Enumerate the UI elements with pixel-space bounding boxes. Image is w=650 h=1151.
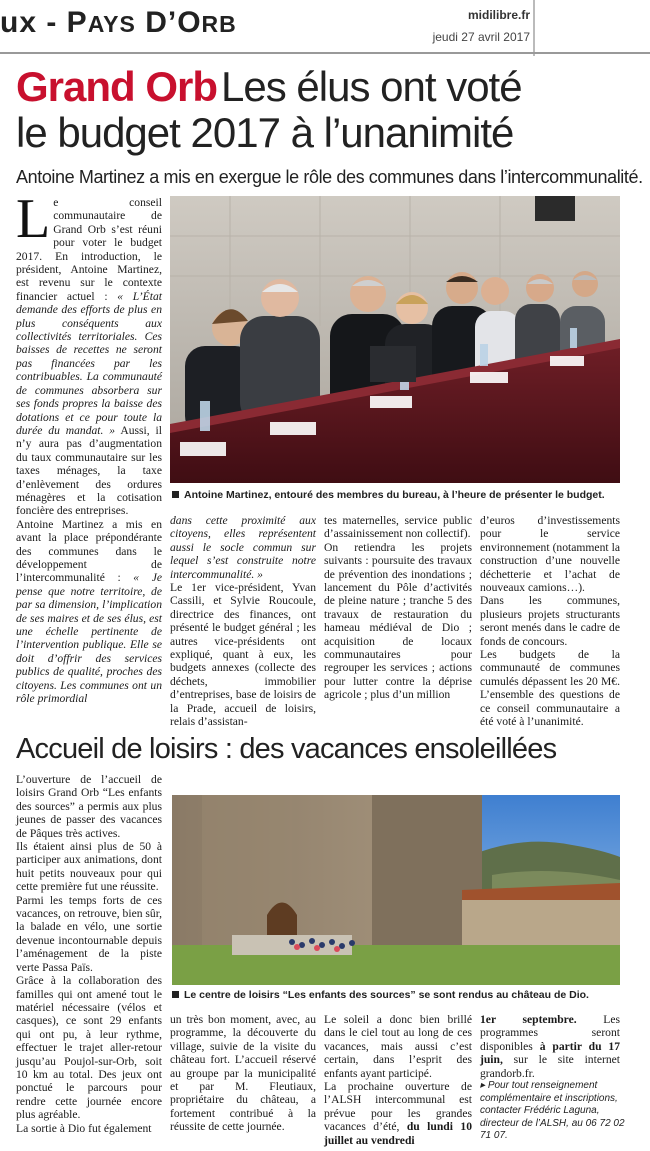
caption-bullet-icon-2 [172, 991, 179, 998]
castle-photo [172, 795, 620, 985]
article2-title: Accueil de loisirs : des vacances ensoleillées [16, 733, 557, 765]
a2-col2-text-a: un très bon moment, avec, au programme, la découverte du village, suivie de la visite du château fort. L’accueil réservé au groupe par la municipalité et par M. Fleutiaux, propriétaire du château, a fortement contribué à la réussite de cette journée. [170, 1013, 316, 1134]
article-kicker: Grand Orb [16, 63, 218, 110]
title-line-2: le budget 2017 à l’unanimité [16, 109, 514, 156]
header-divider [533, 0, 535, 56]
title-line-1: Les élus ont voté [221, 63, 522, 110]
col4-text-b: Dans les communes, plusieurs projets structurants seront menés dans le cadre de fonds de concours. [480, 594, 620, 648]
info-text: Pour tout renseignement complémentaire et inscriptions, contacter Frédéric Laguna, directeur de l’ALSH, au 06 72 02 71 07. [480, 1080, 625, 1142]
section-mid: D’O [135, 6, 202, 39]
article1-column-3 [324, 514, 472, 720]
info-box [480, 1080, 630, 1143]
col2-quote: dans cette proximité aux citoyens, elles représentent aussi le socle commun sur lequel s’est construite notre intercommunalité. » [170, 514, 316, 581]
col1-quote: « L’État demande des efforts de plus en plus conséquents aux collectivités territoriales. Ces baisses de recettes ne seront pas financées par les contribuables. La communauté de communes absorbera sur ses fonds propres la baisse des dotations et ce pour toute la durée du mandat. » [16, 289, 162, 437]
col4-text-c: Les budgets de la communauté de communes cumulés dépassent les 20 M€. L’ensemble des questions de ce conseil communautaire a été voté à l’unanimité. [480, 648, 620, 729]
a2-col3-text-a: Le soleil a donc bien brillé dans le ciel tout au long de ces vacances, mais aussi c’est certain, dans l’esprit des enfants ayant participé. [324, 1013, 472, 1080]
photo-caption-2 [172, 989, 589, 1001]
article1-column-4 [480, 514, 620, 729]
a2-col3-bold: du lundi 10 juillet au vendredi [324, 1120, 472, 1147]
photo-caption-1-text: Antoine Martinez, entouré des membres du bureau, à l’heure de présenter le budget. [184, 489, 605, 501]
issue-date: jeudi 27 avril 2017 [432, 30, 530, 44]
col1-quote-2: « Je pense que notre territoire, de par sa dimension, l’implication de ses maires et de ses élus, est une échelle pertinente de l’intervention publique. Elle se doit d’offrir des services publics de qualité, proches des citoyens. Les communes ont un rôle primordial [16, 571, 162, 706]
col1-text-a: e conseil communautaire de Grand Orb s’est réuni pour voter le budget 2017. En introduction, le président, Antoine Martinez, est revenu sur le contexte financier actuel : [16, 196, 162, 303]
a2-col1-text-b: Ils étaient ainsi plus de 50 à participer aux animations, dont huit petits nouveaux pour qui cette première fut une réussite. [16, 840, 162, 894]
col2-text-a: Le 1er vice-président, Yvan Cassili, et Sylvie Roucoule, directrice des finances, ont présenté le budget général ; les autres vice-présidents ont expliqué, quant à eux, les budgets annexes (collecte des déchets, immobilier d’entreprises, base de loisirs de la Prade, accueil de loisirs, relais d’assistan- [170, 581, 316, 729]
section-small-2: RB [201, 11, 237, 37]
a2-col1-text-a: L’ouverture de l’accueil de loisirs Grand Orb “Les enfants des sources” a permis aux plus jeunes de passer des vacances de Pâques très actives. [16, 773, 162, 840]
info-arrow-icon: ▸ [480, 1080, 488, 1091]
photo-caption-2-text: Le centre de loisirs “Les enfants des sources” se sont rendus au château de Dio. [184, 989, 589, 1001]
col4-text-a: d’euros d’investissements pour le service environnement (notamment la construction d’une nouvelle déchetterie et l’achat de nouveaux camions…). [480, 514, 620, 595]
article-title [16, 64, 636, 156]
article-deck: Antoine Martinez a mis en exergue le rôle des communes dans l’intercommunalité. [16, 167, 643, 187]
site-name: midilibre.fr [467, 8, 530, 22]
council-photo [170, 196, 620, 483]
section-small-1: AYS [87, 11, 136, 37]
article2-column-2 [170, 1013, 316, 1147]
a2-col1-text-c: Parmi les temps forts de ces vacances, on retrouve, bien sûr, la balade en vélo, une sortie devenue incontournable depuis l’aménagement de la piste verte Passa Païs. [16, 893, 163, 974]
a2-col4-bold-2: à partir du 17 juin, [480, 1039, 621, 1067]
a2-col4-text-a: Les programmes seront disponibles [480, 1013, 620, 1053]
article1-column-1 [16, 188, 162, 716]
caption-bullet-icon [172, 491, 179, 498]
a2-col4-bold-1: 1er septembre. [480, 1013, 577, 1026]
a2-col3-text-b: La prochaine ouverture de l’ALSH intercommunal est prévue pour les grandes vacances d’été, [324, 1080, 472, 1134]
article1-column-2 [170, 514, 316, 729]
a2-col1-text-e: La sortie à Dio fut également [16, 1121, 152, 1135]
drop-cap: L [16, 188, 51, 250]
col3-text-a: tes maternelles, service public d’assainissement non collectif). [324, 514, 472, 541]
a2-col4-text-b: sur le site internet grandorb.fr. [480, 1053, 620, 1080]
page-header [0, 0, 650, 56]
article2-column-1 [16, 773, 162, 1147]
col3-text-b: On retiendra les projets suivants : poursuite des travaux de prévention des inondations ; lancement du Pôle d’activités de pleine nature ; tranche 5 des travaux de restauration du hameau médiéval de Dio ; acquisition de locaux communautaires pour regrouper les services ; actions pour lutter contre la déprise agricole ; plus d’un million [324, 540, 472, 702]
article2-column-3 [324, 1013, 472, 1147]
article2-column-4 [480, 1013, 621, 1080]
header-rule [0, 52, 650, 54]
col1-text-b: Aussi, il n’y aura pas d’augmentation du taux communautaire sur les taxes ménages, la taxe d’enlèvement des ordures ménagères et la cotisation foncière des entreprises. [16, 423, 162, 518]
section-title [0, 6, 237, 40]
col1-text-c: Antoine Martinez a mis en avant la place prépondérante des communes dans le développement de l’intercommunalité : [16, 517, 162, 585]
photo-caption-1 [172, 489, 605, 501]
a2-col1-text-d: Grâce à la collaboration des familles qui ont amené tout le matériel nécessaire (vélos et casques), ce sont 29 enfants qui ont pu, à leur rythme, effectuer le trajet aller-retour jusqu’au Poujol-sur-Orb, soit 10 km au total. Des jeux ont ponctué le parcours pour rendre cette journée encore plus agréable. [16, 974, 162, 1122]
section-prefix: ux - P [0, 6, 88, 39]
